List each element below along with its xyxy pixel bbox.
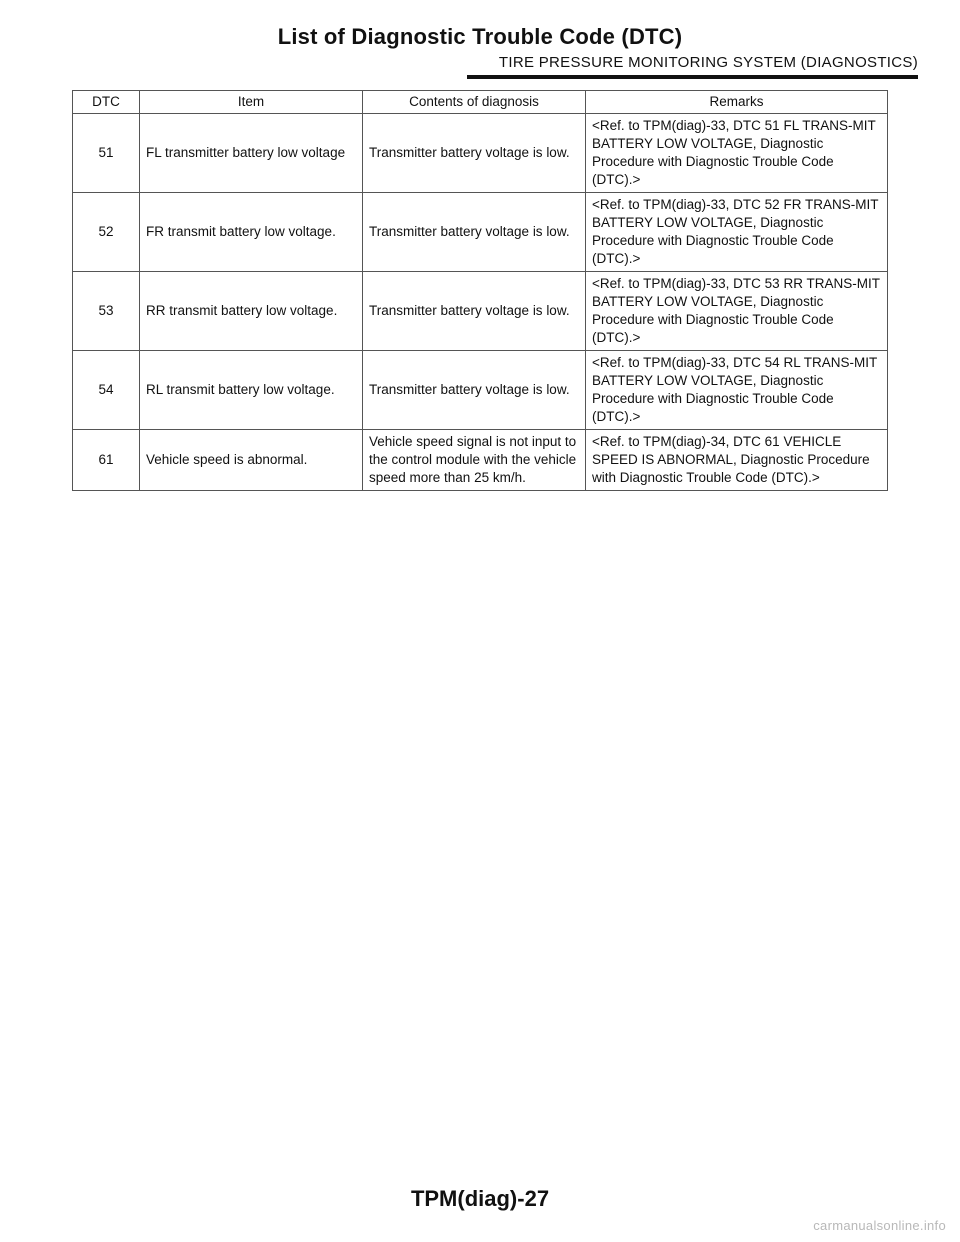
column-header-dtc: DTC: [73, 91, 140, 114]
dtc-item: RL transmit battery low voltage.: [140, 351, 363, 430]
dtc-item: RR transmit battery low voltage.: [140, 272, 363, 351]
dtc-remarks: <Ref. to TPM(diag)-33, DTC 51 FL TRANS-MIT BATTERY LOW VOLTAGE, Diagnostic Procedure with Diagnostic Trouble Code (DTC).>: [586, 114, 888, 193]
dtc-code: 61: [73, 430, 140, 491]
dtc-item: FR transmit battery low voltage.: [140, 193, 363, 272]
dtc-remarks: <Ref. to TPM(diag)-33, DTC 54 RL TRANS-MIT BATTERY LOW VOLTAGE, Diagnostic Procedure with Diagnostic Trouble Code (DTC).>: [586, 351, 888, 430]
header-rule: [467, 75, 918, 79]
table-row: [73, 272, 888, 351]
watermark-text: carmanualsonline.info: [813, 1218, 946, 1233]
table-row: [73, 430, 888, 491]
table-row: [73, 114, 888, 193]
column-header-remarks: Remarks: [586, 91, 888, 114]
dtc-item: Vehicle speed is abnormal.: [140, 430, 363, 491]
column-header-contents: Contents of diagnosis: [363, 91, 586, 114]
dtc-code: 51: [73, 114, 140, 193]
dtc-code: 52: [73, 193, 140, 272]
dtc-remarks: <Ref. to TPM(diag)-33, DTC 53 RR TRANS-MIT BATTERY LOW VOLTAGE, Diagnostic Procedure with Diagnostic Trouble Code (DTC).>: [586, 272, 888, 351]
page-number: TPM(diag)-27: [410, 1186, 550, 1211]
dtc-code: 54: [73, 351, 140, 430]
table-row: [73, 193, 888, 272]
column-header-item: Item: [140, 91, 363, 114]
table-header-row: [73, 91, 888, 114]
page-title: List of Diagnostic Trouble Code (DTC): [277, 24, 683, 49]
dtc-table: [72, 90, 888, 491]
dtc-item: FL transmitter battery low voltage: [140, 114, 363, 193]
dtc-code: 53: [73, 272, 140, 351]
dtc-contents: Transmitter battery voltage is low.: [363, 272, 586, 351]
dtc-contents: Transmitter battery voltage is low.: [363, 351, 586, 430]
dtc-contents: Vehicle speed signal is not input to the control module with the vehicle speed more than 25 km/h.: [363, 430, 586, 491]
dtc-remarks: <Ref. to TPM(diag)-33, DTC 52 FR TRANS-MIT BATTERY LOW VOLTAGE, Diagnostic Procedure with Diagnostic Trouble Code (DTC).>: [586, 193, 888, 272]
table-row: [73, 351, 888, 430]
dtc-contents: Transmitter battery voltage is low.: [363, 193, 586, 272]
section-subtitle: TIRE PRESSURE MONITORING SYSTEM (DIAGNOSTICS): [498, 54, 918, 71]
dtc-contents: Transmitter battery voltage is low.: [363, 114, 586, 193]
dtc-remarks: <Ref. to TPM(diag)-34, DTC 61 VEHICLE SPEED IS ABNORMAL, Diagnostic Procedure with Diagnostic Trouble Code (DTC).>: [586, 430, 888, 491]
